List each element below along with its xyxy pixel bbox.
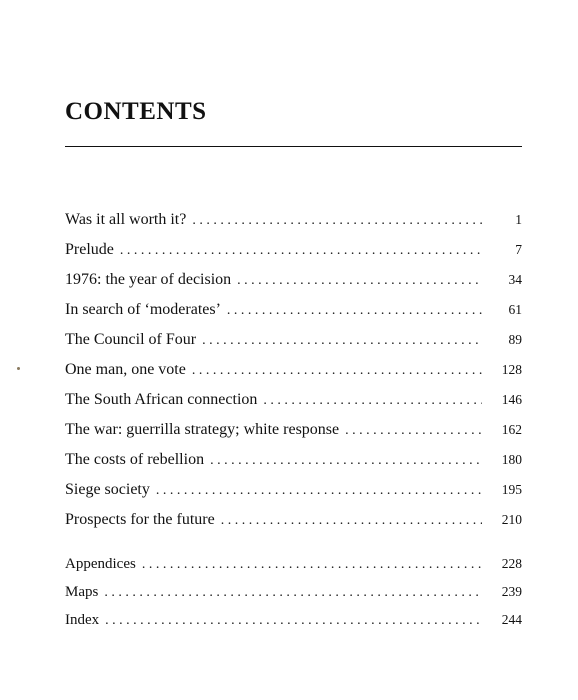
contents-entry <box>65 295 522 325</box>
dot-leader <box>221 506 482 536</box>
contents-list <box>65 205 522 535</box>
entry-title: The South African connection <box>65 391 258 408</box>
contents-entry <box>65 415 522 445</box>
entry-page-number: 180 <box>501 452 522 467</box>
contents-entry <box>65 325 522 355</box>
dot-leader <box>237 266 482 296</box>
paper-speck <box>17 367 20 370</box>
entry-title: One man, one vote <box>65 361 186 378</box>
entry-title: Maps <box>65 584 99 600</box>
entry-page-number: 1 <box>515 212 522 227</box>
dot-leader <box>202 326 482 356</box>
entry-title: Siege society <box>65 481 150 498</box>
entry-page-number: 195 <box>501 482 522 497</box>
entry-page-number: 34 <box>508 272 522 287</box>
entry-page-number: 61 <box>508 302 522 317</box>
entry-page-number: 228 <box>501 556 522 571</box>
entry-title: Index <box>65 612 100 628</box>
dot-leader <box>192 206 482 236</box>
dot-leader <box>210 446 482 476</box>
dot-leader <box>104 579 482 607</box>
contents-entry <box>65 235 522 265</box>
contents-entry <box>65 445 522 475</box>
dot-leader <box>263 386 482 416</box>
entry-title: Prospects for the future <box>65 511 215 528</box>
dot-leader <box>156 476 482 506</box>
heading-rule <box>65 146 522 147</box>
entry-page-number: 146 <box>501 392 522 407</box>
back-matter-entry <box>65 606 522 634</box>
entry-page-number: 210 <box>501 512 522 527</box>
entry-title: Prelude <box>65 241 114 258</box>
entry-title: In search of ‘moderates’ <box>65 301 221 318</box>
entry-page-number: 162 <box>501 422 522 437</box>
back-matter-entry <box>65 550 522 578</box>
entry-page-number: 244 <box>501 612 522 627</box>
dot-leader <box>345 416 482 446</box>
entry-page-number: 7 <box>515 242 522 257</box>
entry-page-number: 128 <box>501 362 522 377</box>
contents-entry <box>65 265 522 295</box>
dot-leader <box>227 296 482 326</box>
entry-title: Appendices <box>65 556 136 572</box>
contents-entry <box>65 505 522 535</box>
contents-entry <box>65 205 522 235</box>
entry-title: Was it all worth it? <box>65 211 187 228</box>
dot-leader <box>105 607 482 635</box>
back-matter-list <box>65 550 522 634</box>
dot-leader <box>120 236 482 266</box>
entry-title: The costs of rebellion <box>65 451 205 468</box>
entry-page-number: 239 <box>501 584 522 599</box>
dot-leader <box>142 551 482 579</box>
contents-entry <box>65 385 522 415</box>
dot-leader <box>192 356 482 386</box>
page-title: CONTENTS <box>65 98 207 125</box>
back-matter-entry <box>65 578 522 606</box>
entry-title: 1976: the year of decision <box>65 271 232 288</box>
entry-title: The war: guerrilla strategy; white response <box>65 421 340 438</box>
contents-entry <box>65 475 522 505</box>
entry-title: The Council of Four <box>65 331 197 348</box>
entry-page-number: 89 <box>508 332 522 347</box>
contents-entry <box>65 355 522 385</box>
